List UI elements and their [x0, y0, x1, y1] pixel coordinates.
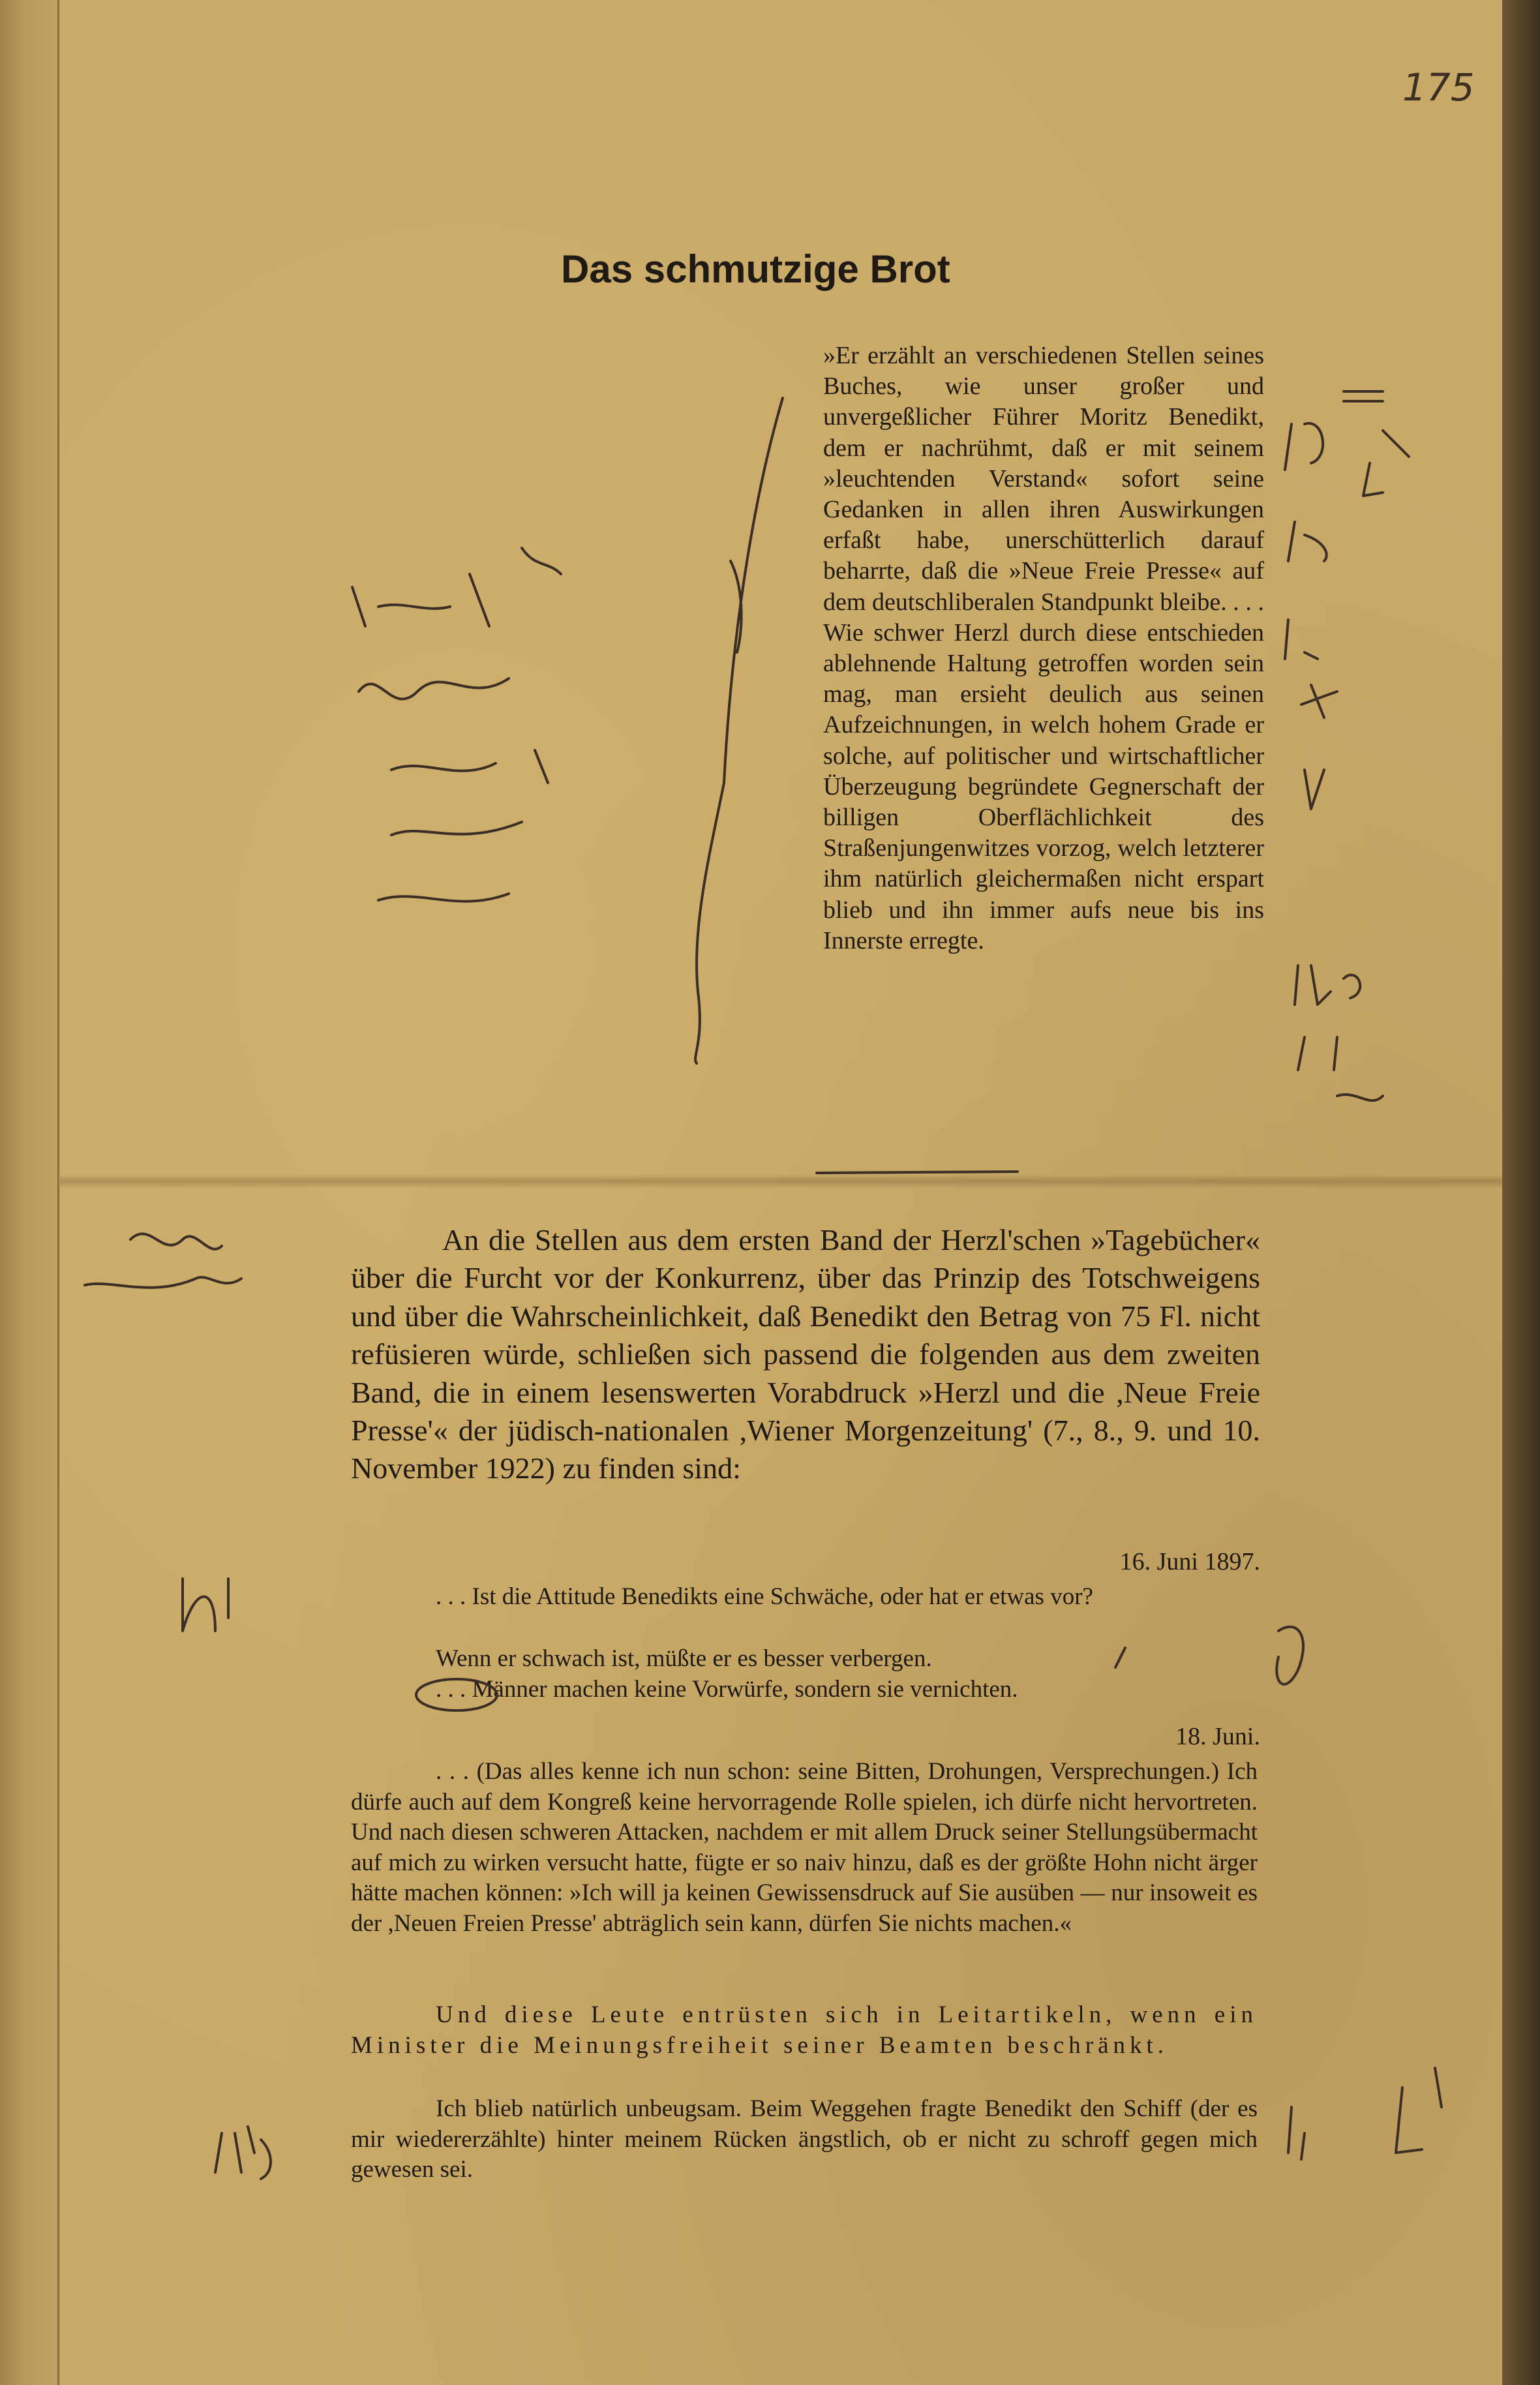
diary-entry-2c: Ich blieb natürlich unbeugsam. Beim Weggehen fragte Benedikt den Schiff (der es mir wiedererzählte) hinter meinem Rücken ängstlich, ob er nicht zu schroff gegen mich gewesen sei. — [351, 2095, 1258, 2183]
diary-date-1: 16. Juni 1897. — [1119, 1548, 1260, 1575]
margin-mark-n — [183, 1579, 228, 1631]
caret-mark — [1115, 1648, 1125, 1667]
margin-mark-bottom-right — [1288, 2068, 1442, 2159]
strikethrough-end — [817, 1172, 1018, 1173]
margin-mark-bottom-left — [215, 2127, 271, 2179]
bracket-mark — [695, 398, 783, 1063]
margin-mark-rn — [85, 1234, 241, 1287]
margin-scribble-right — [1285, 391, 1409, 1101]
margin-mark-delta — [1276, 1627, 1303, 1684]
diary-entry-1b: Wenn er schwach ist, müßte er es besser verbergen. — [436, 1645, 932, 1672]
diary-entry-2b: Und diese Leute entrüsten sich in Leitartikeln, wenn ein Minister die Meinungsfreiheit seiner Beamten beschränkt. — [351, 2001, 1258, 2059]
diary-date-2: 18. Juni. — [1175, 1723, 1260, 1750]
margin-scribble-left — [352, 548, 561, 902]
circled-ellipsis — [416, 1679, 497, 1710]
diary-entry-2a: . . . (Das alles kenne ich nun schon: seine Bitten, Drohungen, Versprechungen.) Ich dürfe auch auf dem Kongreß keine hervorragende Rolle spielen, ich dürfe nicht hervortreten. Und nach diesen schweren Attacken, nachdem er mit allem Druck seiner Stellungsübermacht auf mich zu wirken versucht hatte, fügte er so naiv hinzu, daß es der größte Hohn nicht ärger hätte machen können: »Ich will ja keinen Gewissensdruck auf Sie ausüben — nur insoweit es der ,Neuen Freien Presse' abträglich sein kann, dürfen Sie nichts machen.« — [351, 1758, 1258, 1937]
main-paragraph: An die Stellen aus dem ersten Band der Herzl'schen »Tagebücher« über die Furcht vor der Konkurrenz, über das Prinzip des Totschweigens und über die Wahrscheinlichkeit, daß Benedikt den Betrag von 75 Fl. nicht refüsieren würde, schließen sich passend die folgenden aus dem zweiten Band, die in einem lesenswerten Vorabdruck »Herzl und die ,Neue Freie Presse'« der jüdisch-nationalen ,Wiener Morgenzeitung' (7., 8., 9. und 10. November 1922) zu finden sind: — [351, 1223, 1260, 1485]
margin-mark-l-right — [1363, 463, 1383, 496]
folio-number: 175 — [1402, 65, 1475, 110]
diary-entry-1c: . . . Männer machen keine Vorwürfe, sondern sie vernichten. — [436, 1676, 1018, 1703]
quote-column: »Er erzählt an verschiedenen Stellen seines Buches, wie unser großer und unvergeßlicher Führer Moritz Benedikt, dem er nachrühmt, daß er mit seinem »leuchtenden Verstand« sofort seine Gedanken in allen ihren Auswirkungen erfaßt habe, unerschütterlich darauf beharrte, daß die »Neue Freie Presse« auf dem deutschliberalen Standpunkt bleibe. . . . Wie schwer Herzl durch diese entschieden ablehnende Haltung getroffen worden sein mag, man ersieht deulich aus seinen Aufzeichnungen, in welch hohem Grade er solche, auf politischer und wirtschaftlicher Überzeugung begründete Gegnerschaft der billigen Oberflächlichkeit des Straßenjungenwitzes vorzog, welch letzterer ihm natürlich gleichermaßen nicht erspart blieb und ihn immer aufs neue bis ins Innerste erregte. — [823, 342, 1264, 954]
diary-entry-1a: . . . Ist die Attitude Benedikts eine Schwäche, oder hat er etwas vor? — [436, 1583, 1093, 1610]
page-title: Das schmutzige Brot — [561, 247, 950, 291]
